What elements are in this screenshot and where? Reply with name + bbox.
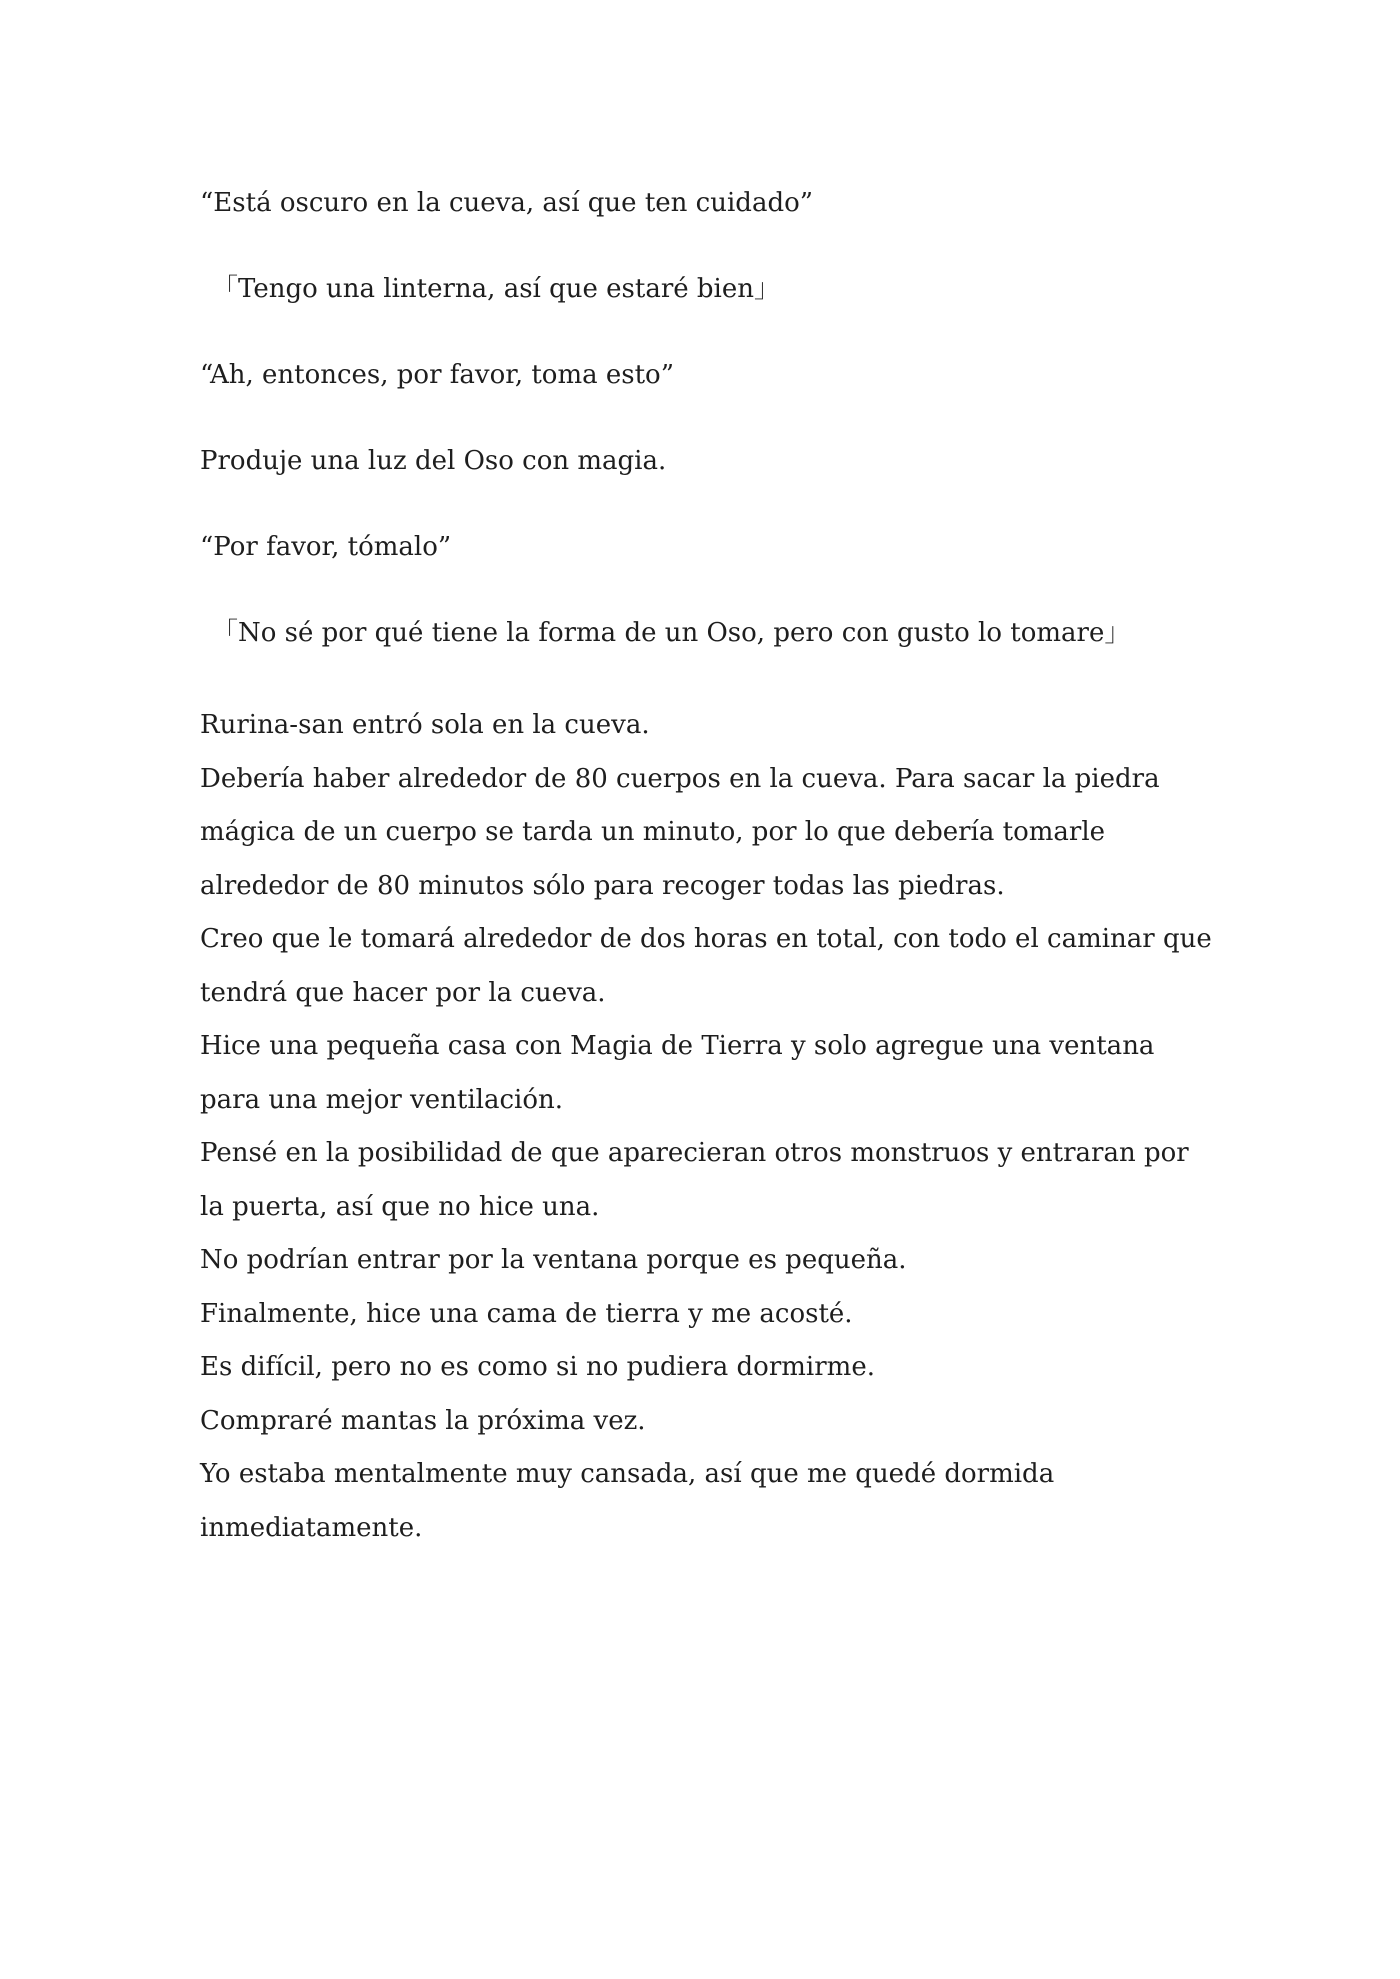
narration-line: Es difícil, pero no es como si no pudiera dormirme.	[200, 1352, 875, 1382]
narration-line: No podrían entrar por la ventana porque es pequeña.	[200, 1245, 907, 1275]
dialogue-line: 「No sé por qué tiene la forma de un Oso, pero con gusto lo tomare」	[212, 618, 1131, 648]
narration-line: Finalmente, hice una cama de tierra y me acosté.	[200, 1298, 853, 1329]
dialogue-line: “Está oscuro en la cueva, así que ten cuidado”	[200, 188, 814, 218]
document-body	[200, 183, 1220, 1555]
narration-paragraph: Pensé en la posibilidad de que aparecieran otros monstruos y entraran por la puerta, así que no hice una.	[200, 1138, 1189, 1222]
dialogue-line: “Por favor, tómalo”	[200, 532, 452, 562]
narration-line: Produje una luz del Oso con magia.	[200, 446, 667, 476]
narration-line: Rurina-san entró sola en la cueva.	[200, 710, 650, 740]
narration-paragraph: Debería haber alrededor de 80 cuerpos en la cueva. Para sacar la piedra mágica de un cuerpo se tarda un minuto, por lo que debería tomarle alrededor de 80 minutos sólo para recoger todas las piedras.	[200, 763, 1160, 901]
dialogue-line: 「Tengo una linterna, así que estaré bien」	[212, 274, 781, 304]
narration-paragraph: Hice una pequeña casa con Magia de Tierra y solo agregue una ventana para una mejor ventilación.	[200, 1031, 1155, 1115]
dialogue-line: “Ah, entonces, por favor, toma esto”	[200, 360, 674, 390]
narration-line: Yo estaba mentalmente muy cansada, así que me quedé dormida inmediatamente.	[200, 1459, 1055, 1543]
narration-paragraph: Creo que le tomará alrededor de dos horas en total, con todo el caminar que tendrá que hacer por la cueva.	[200, 924, 1212, 1008]
narration-line: Compraré mantas la próxima vez.	[200, 1405, 646, 1436]
